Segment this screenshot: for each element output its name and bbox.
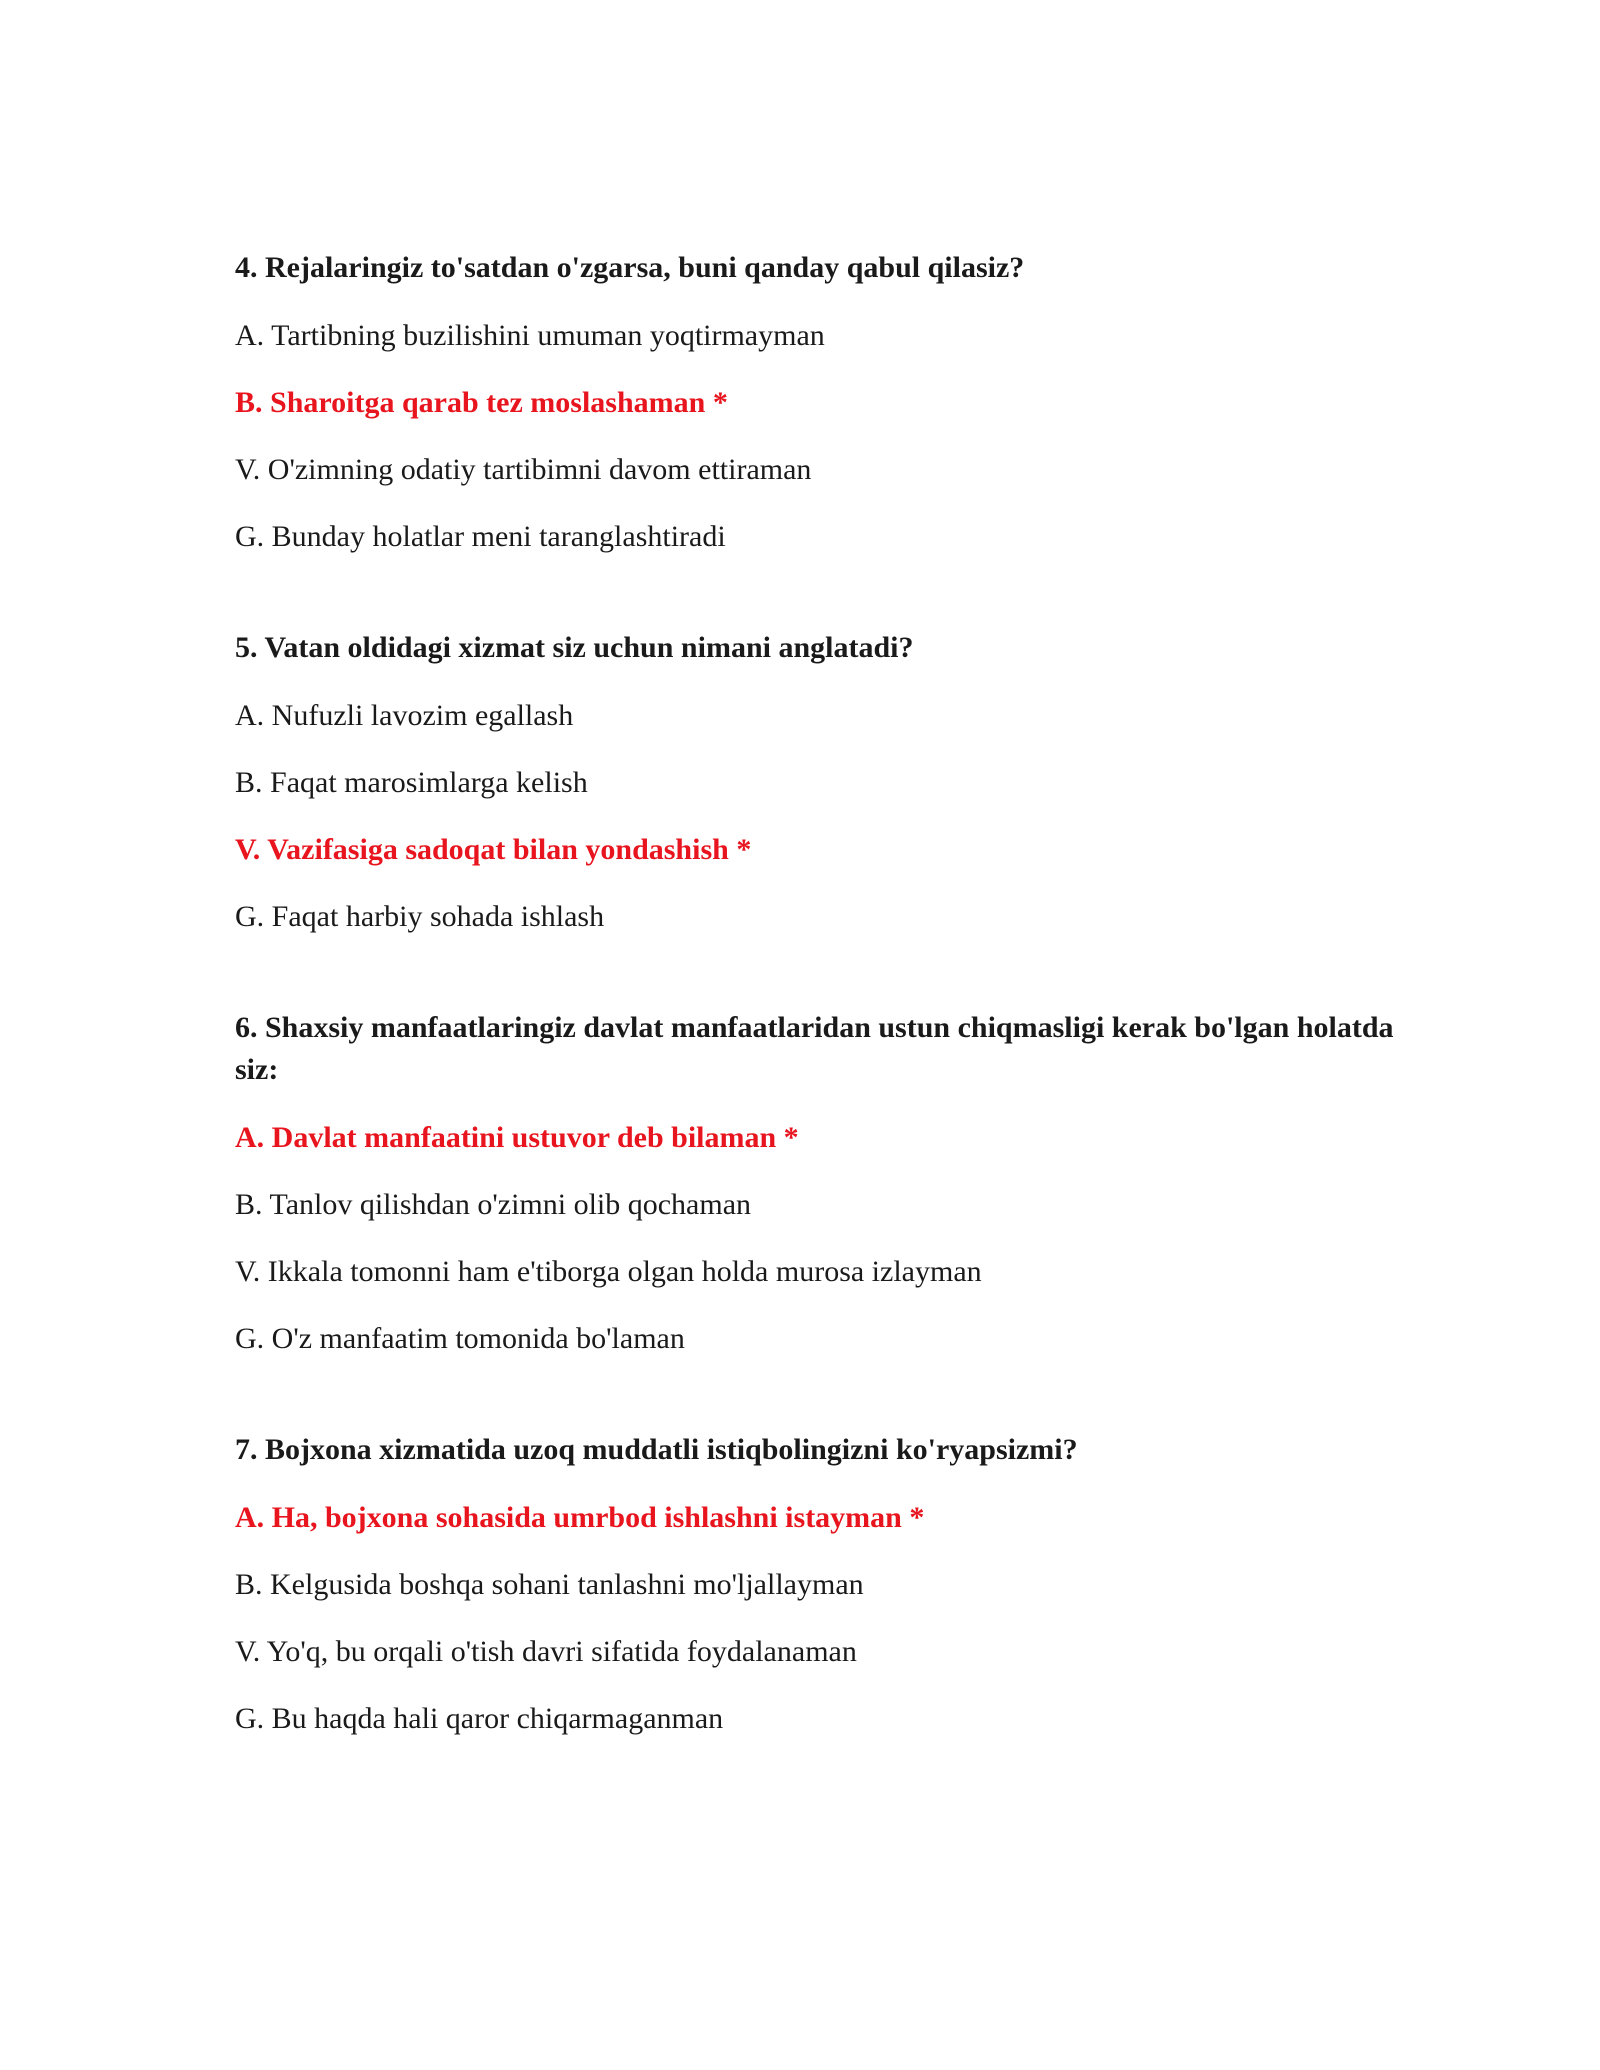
answer-option: G. O'z manfaatim tomonida bo'laman bbox=[235, 1322, 685, 1355]
answer-option: A. Nufuzli lavozim egallash bbox=[235, 699, 574, 732]
question-title: 5. Vatan oldidagi xizmat siz uchun nimani anglatadi? bbox=[235, 631, 914, 664]
question-title: 6. Shaxsiy manfaatlaringiz davlat manfaatlaridan ustun chiqmasligi kerak bo'lgan holatda siz: bbox=[235, 1011, 1394, 1086]
answer-option: B. Kelgusida boshqa sohani tanlashni mo'ljallayman bbox=[235, 1568, 864, 1601]
answer-option: G. Faqat harbiy sohada ishlash bbox=[235, 900, 605, 933]
answer-option: V. Ikkala tomonni ham e'tiborga olgan holda murosa izlayman bbox=[235, 1255, 982, 1288]
question-title: 7. Bojxona xizmatida uzoq muddatli istiqbolingizni ko'ryapsizmi? bbox=[235, 1433, 1078, 1466]
answer-option: G. Bu haqda hali qaror chiqarmaganman bbox=[235, 1702, 724, 1735]
answer-option: A. Tartibning buzilishini umuman yoqtirmayman bbox=[235, 319, 825, 352]
answer-option: G. Bunday holatlar meni taranglashtiradi bbox=[235, 520, 726, 553]
answer-option: B. Tanlov qilishdan o'zimni olib qochaman bbox=[235, 1188, 752, 1221]
answer-option-correct: V. Vazifasiga sadoqat bilan yondashish * bbox=[235, 833, 752, 866]
answer-option-correct: A. Ha, bojxona sohasida umrbod ishlashni istayman * bbox=[235, 1501, 925, 1534]
answer-option: V. Yo'q, bu orqali o'tish davri sifatida foydalanaman bbox=[235, 1635, 857, 1668]
question-block-5 bbox=[235, 627, 1395, 938]
document-page bbox=[235, 247, 1395, 1809]
answer-option: B. Faqat marosimlarga kelish bbox=[235, 766, 588, 799]
answer-option: V. O'zimning odatiy tartibimni davom ettiraman bbox=[235, 453, 812, 486]
question-title: 4. Rejalaringiz to'satdan o'zgarsa, buni qanday qabul qilasiz? bbox=[235, 251, 1025, 284]
question-block-4 bbox=[235, 247, 1395, 558]
question-block-7 bbox=[235, 1429, 1395, 1740]
answer-option-correct: B. Sharoitga qarab tez moslashaman * bbox=[235, 386, 728, 419]
question-block-6 bbox=[235, 1007, 1395, 1360]
answer-option-correct: A. Davlat manfaatini ustuvor deb bilaman * bbox=[235, 1121, 799, 1154]
